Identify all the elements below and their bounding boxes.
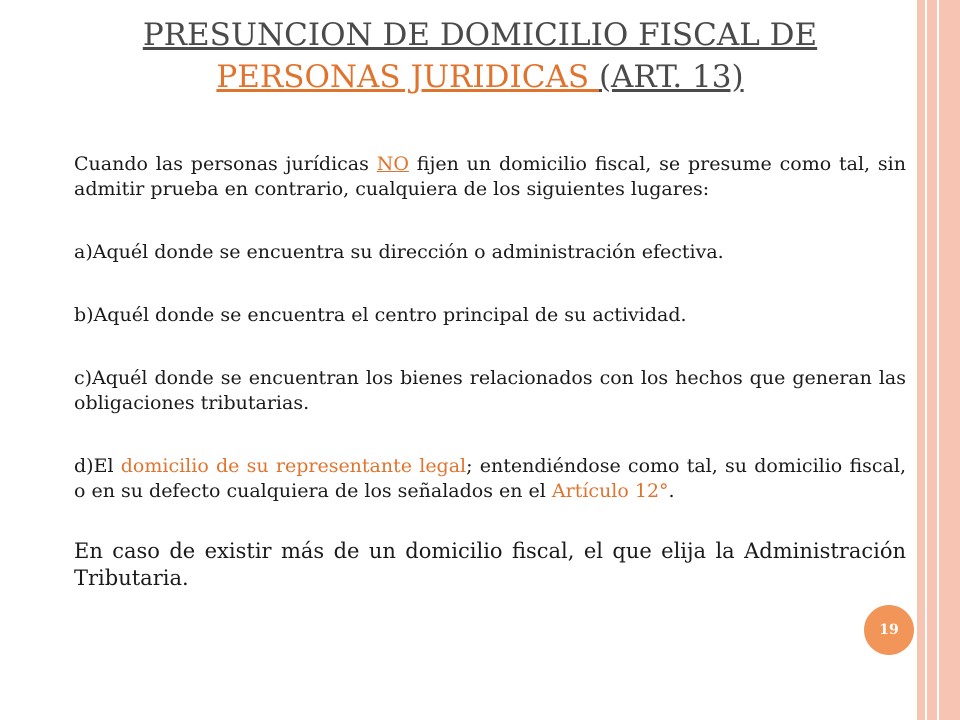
border-line [937,0,939,720]
title-line-1: PRESUNCION DE DOMICILIO FISCAL DE [142,17,818,53]
title-line-2-highlight: PERSONAS JURIDICAS [216,59,599,95]
intro-paragraph [74,152,906,202]
item-text: Aquél donde se encuentra su dirección o administración efectiva. [92,241,724,263]
item-label: c) [74,367,93,389]
slide-body [74,152,906,592]
list-item-c [74,366,906,416]
right-border-decoration [917,0,960,720]
title-article: (ART. 13) [598,59,744,95]
closing-paragraph: En caso de existir más de un domicilio fiscal, el que elija la Administración Tributaria. [74,539,906,590]
item-text: Aquél donde se encuentra el centro principal de su actividad. [93,304,687,326]
page-number-badge: 19 [864,605,914,655]
item-d-after: . [668,480,675,502]
item-d-before: El [93,455,121,477]
intro-after: fijen un domicilio fiscal, se presume como tal, sin admitir prueba en contrario, cualquiera de los siguientes lugares: [74,153,906,200]
item-label: b) [74,304,94,326]
item-text: Aquél donde se encuentran los bienes relacionados con los hechos que generan las obligaciones tributarias. [74,367,906,414]
intro-before: Cuando las personas jurídicas [74,153,377,175]
item-label: a) [74,241,93,263]
list-item-d [74,454,906,504]
item-d-highlight-representante: domicilio de su representante legal [120,455,467,477]
item-d-highlight-articulo: Artículo 12° [551,480,669,502]
item-d-middle: ; entendiéndose como tal, su domicilio fiscal, o en su defecto cualquiera de los señalados en el [74,455,906,502]
intro-highlight-no: NO [376,153,409,175]
border-line [925,0,927,720]
slide-title [60,14,900,98]
list-item-b [74,303,906,328]
list-item-a [74,240,906,265]
item-label: d) [74,455,94,477]
